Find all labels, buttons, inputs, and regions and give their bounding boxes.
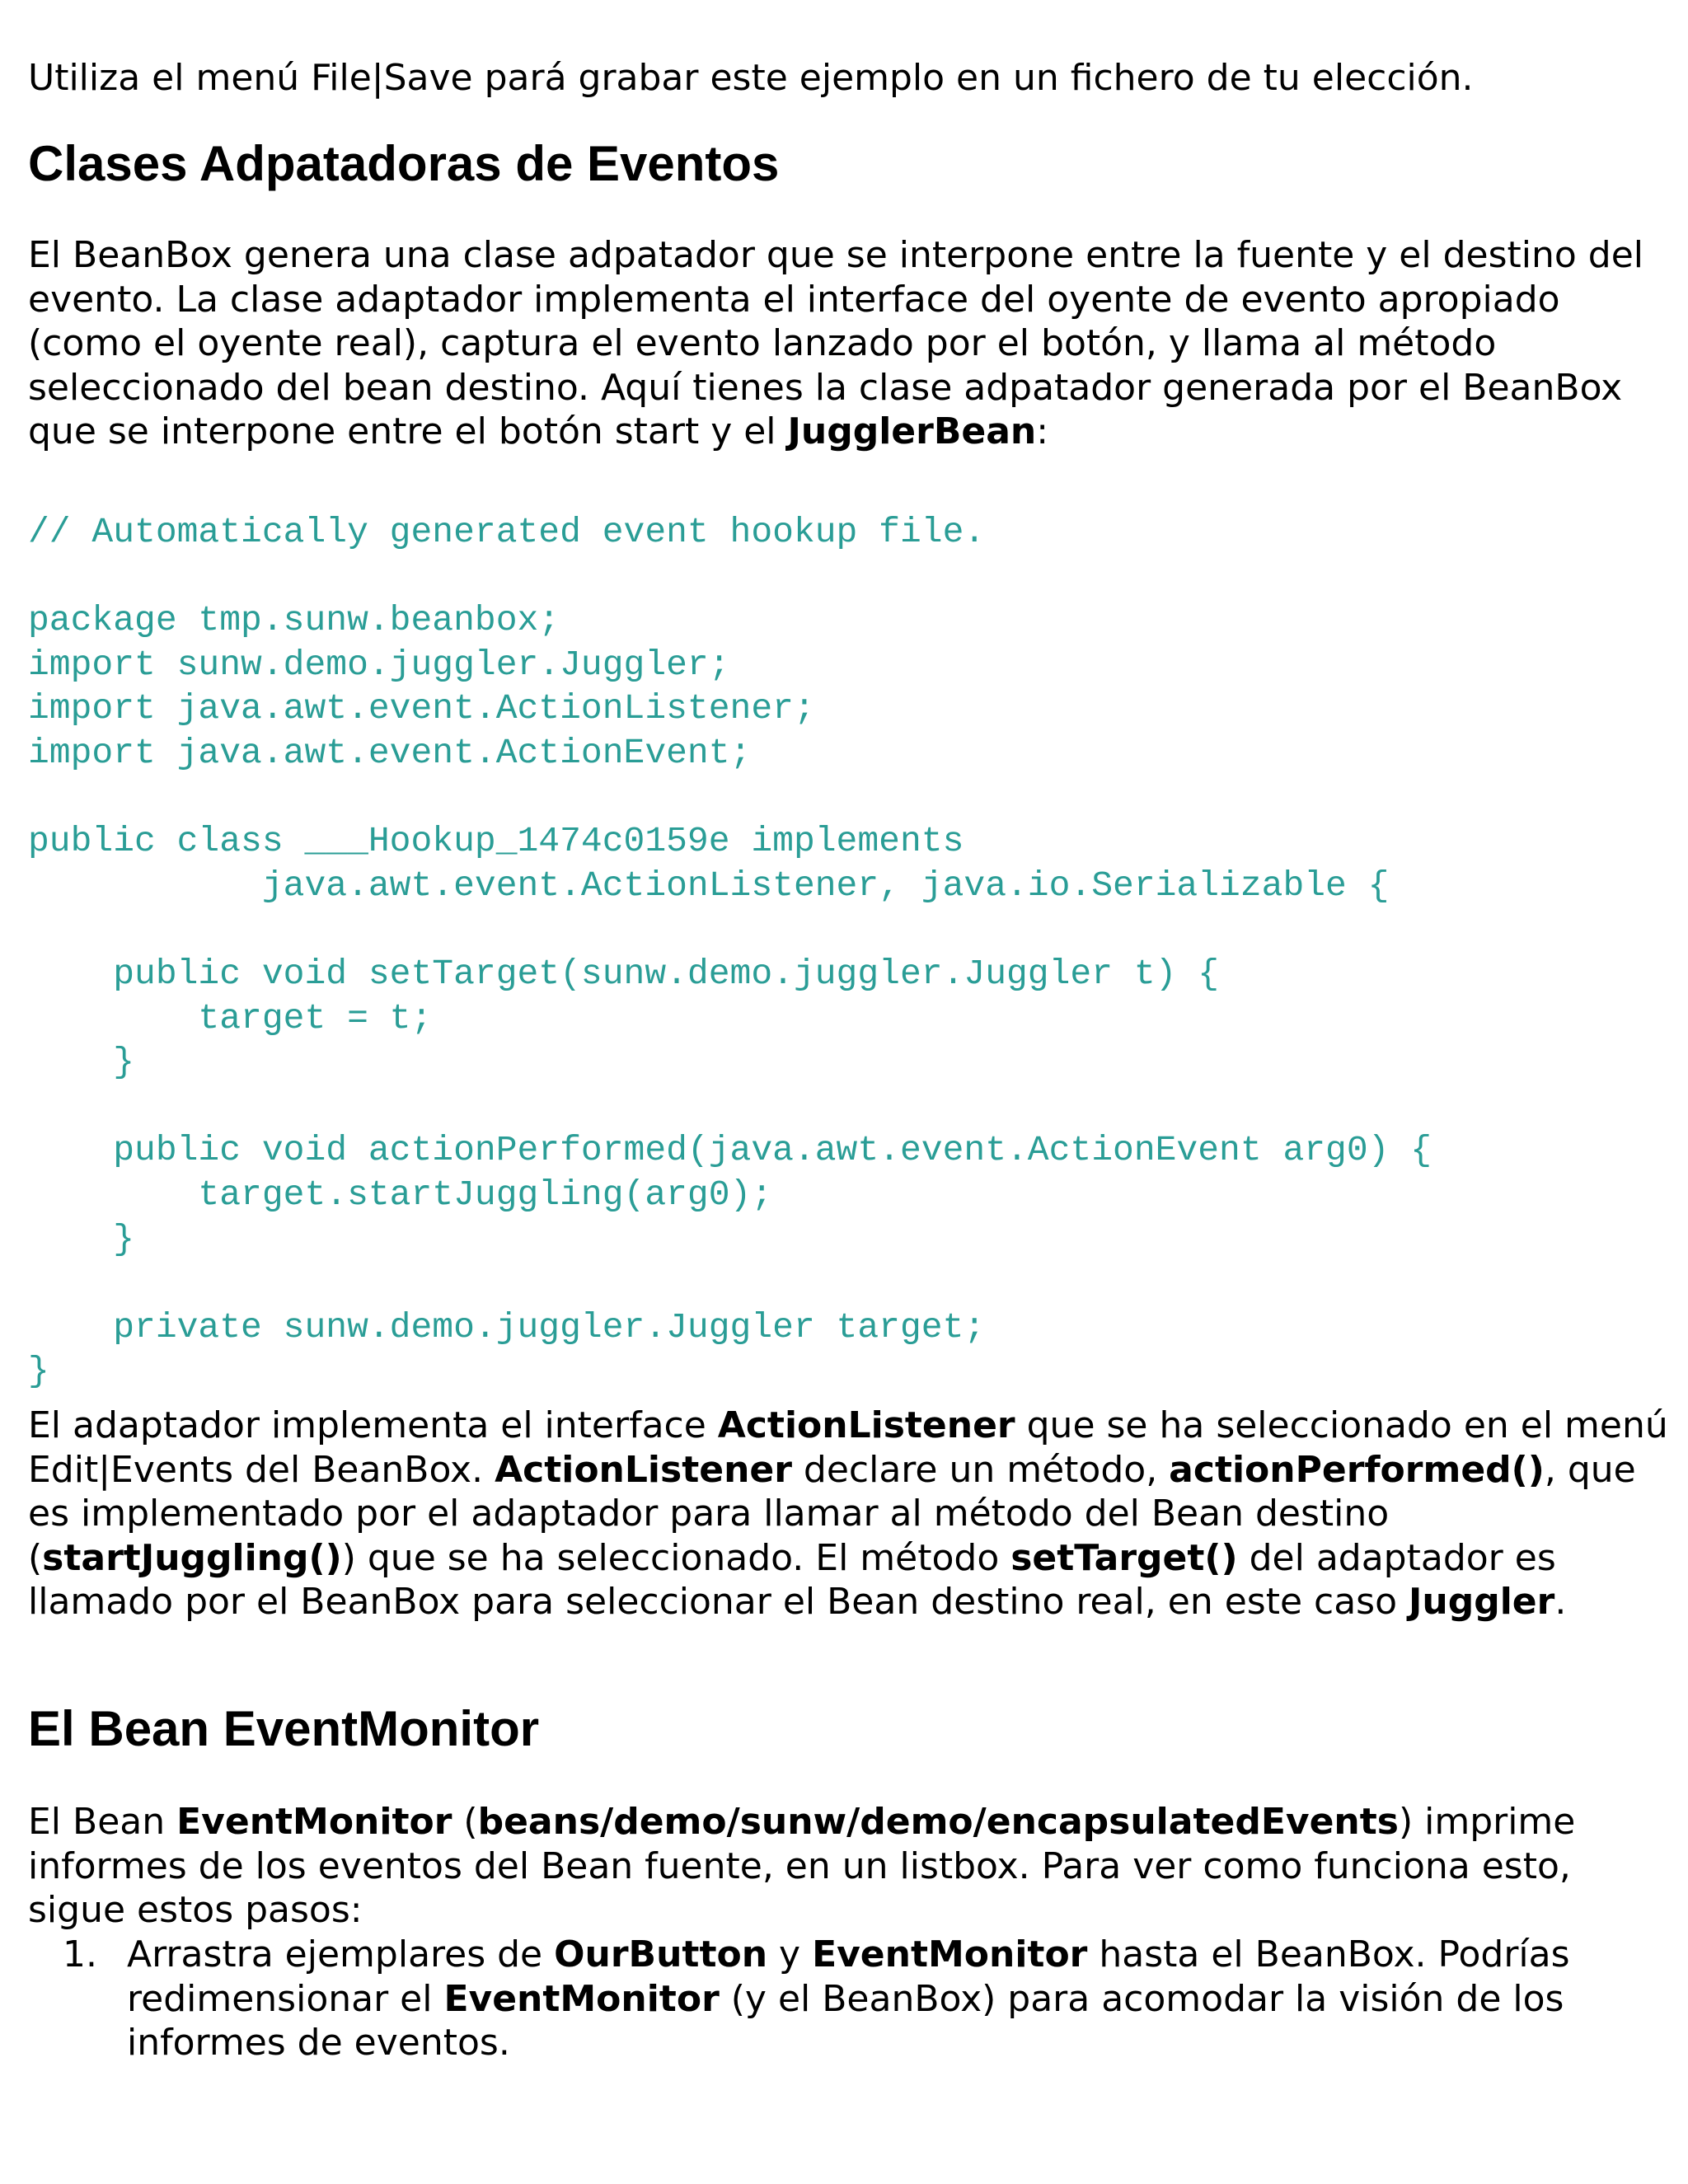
text-run: , que es implementado por el adaptador para llamar al método del Bean destino ( bbox=[28, 1448, 1636, 1579]
bold-term-actionlistener: ActionListener bbox=[717, 1404, 1015, 1446]
text-run: El BeanBox genera una clase adpatador que se interpone entre la fuente y el destino del evento. La clase adaptador implementa el interface del oyente de evento apropiado (como el oyente real), captura el evento lanzado por el botón, y llama al método seleccionado del bean destino. Aquí tienes la clase adpatador generada por el BeanBox que se interpone entre el botón start y el bbox=[28, 234, 1643, 452]
code-listing-hookup-adapter: // Automatically generated event hookup file. package tmp.sunw.beanbox; import sunw.demo.juggler.Juggler; import java.awt.event.ActionListener; import java.awt.event.ActionEvent; public class ___Hookup_1474c0159e implements java.awt.event.ActionListener, java.io.Serializable { public void setTarget(sunw.demo.juggler.Juggler t) { target = t; } public void actionPerformed(java.awt.event.ActionEvent arg0) { target.startJuggling(arg0); } private sunw.demo.juggler.Juggler target; } bbox=[28, 512, 1432, 1392]
bold-term-actionperformed: actionPerformed() bbox=[1169, 1448, 1545, 1491]
bold-term-startjuggling: startJuggling() bbox=[42, 1536, 342, 1579]
text-run: ) imprime informes de los eventos del Bean fuente, en un listbox. Para ver como funciona esto, sigue estos pasos: bbox=[28, 1801, 1576, 1931]
list-item-number: 1. bbox=[63, 1933, 97, 1975]
text-run: . bbox=[1554, 1581, 1567, 1623]
adapter-intro-paragraph bbox=[28, 233, 1668, 454]
text-run: El Bean bbox=[28, 1801, 177, 1843]
text-run: y bbox=[767, 1933, 813, 1975]
text-run: El adaptador implementa el interface bbox=[28, 1404, 718, 1446]
text-run: declare un método, bbox=[791, 1448, 1170, 1491]
text-run: ( bbox=[452, 1801, 478, 1843]
heading-event-adapter-classes: Clases Adpatadoras de Eventos bbox=[28, 136, 780, 191]
text-run: del adaptador es llamado por el BeanBox para seleccionar el Bean destino real, en este caso bbox=[28, 1536, 1556, 1623]
heading-eventmonitor-bean: El Bean EventMonitor bbox=[28, 1701, 540, 1756]
bold-term-juggler: Juggler bbox=[1409, 1581, 1555, 1623]
list-item bbox=[28, 1933, 1652, 2065]
bold-term-settarget: setTarget() bbox=[1010, 1536, 1238, 1579]
bold-term-eventmonitor: EventMonitor bbox=[443, 1977, 720, 2020]
text-run: que se ha seleccionado en el menú Edit|Events del BeanBox. bbox=[28, 1404, 1668, 1491]
adapter-explanation-paragraph bbox=[28, 1404, 1668, 1624]
bold-term-actionlistener: ActionListener bbox=[495, 1448, 792, 1491]
bold-term-eventmonitor: EventMonitor bbox=[812, 1933, 1088, 1975]
text-run: Arrastra ejemplares de bbox=[127, 1933, 555, 1975]
bold-path-encapsulatedevents: beans/demo/sunw/demo/encapsulatedEvents bbox=[477, 1801, 1399, 1843]
bold-term-ourbutton: OurButton bbox=[554, 1933, 768, 1975]
text-run: (y el BeanBox) para acomodar la visión de los informes de eventos. bbox=[127, 1977, 1564, 2064]
text-run: ) que se ha seleccionado. El método bbox=[341, 1536, 1011, 1579]
intro-paragraph: Utiliza el menú File|Save pará grabar este ejemplo en un fichero de tu elección. bbox=[28, 57, 1474, 99]
bold-term-jugglerbean: JugglerBean bbox=[787, 410, 1037, 452]
steps-list bbox=[28, 1933, 1652, 2065]
eventmonitor-intro-paragraph bbox=[28, 1800, 1668, 1933]
text-run: hasta el BeanBox. Podrías redimensionar el bbox=[127, 1933, 1570, 2020]
bold-term-eventmonitor: EventMonitor bbox=[176, 1801, 452, 1843]
text-run: : bbox=[1036, 410, 1049, 452]
